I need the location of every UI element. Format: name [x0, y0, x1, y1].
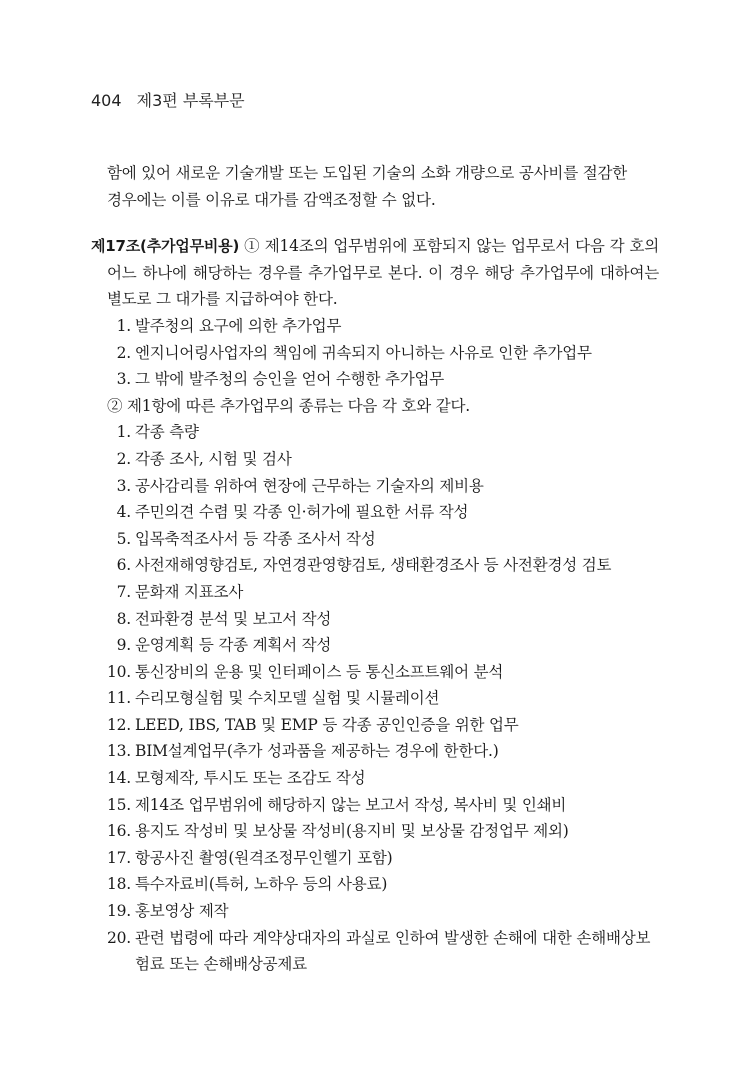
item-number: 20. [106, 928, 131, 947]
list-item [91, 340, 659, 367]
item-text: 통신장비의 운용 및 인터페이스 등 통신소프트웨어 분석 [135, 662, 504, 681]
item-text: 전파환경 분석 및 보고서 작성 [135, 609, 332, 628]
item-number: 4. [116, 503, 131, 522]
list-item [91, 366, 659, 393]
list-item [91, 446, 659, 473]
list-item [91, 632, 659, 659]
list-item [91, 313, 659, 340]
section-title: 제3편 부록부문 [136, 91, 245, 110]
clause-2 [91, 393, 659, 420]
item-number: 10. [106, 662, 131, 681]
item-number: 11. [106, 689, 131, 708]
list-item [91, 845, 659, 872]
list-item [91, 579, 659, 606]
item-number: 13. [106, 742, 131, 761]
item-text: 발주청의 요구에 의한 추가업무 [135, 316, 342, 335]
list-item [91, 738, 659, 765]
item-number: 2. [116, 343, 131, 362]
item-number: 12. [106, 715, 131, 734]
item-number: 7. [116, 582, 131, 601]
item-text: 각종 측량 [135, 423, 199, 442]
item-text: 그 밖에 발주청의 승인을 얻어 수행한 추가업무 [135, 370, 445, 389]
item-text: 제14조 업무범위에 해당하지 않는 보고서 작성, 복사비 및 인쇄비 [135, 795, 567, 814]
item-text: 입목축적조사서 등 각종 조사서 작성 [135, 529, 376, 548]
list-item [91, 606, 659, 633]
item-text: 수리모형실험 및 수치모델 실험 및 시뮬레이션 [135, 689, 440, 708]
item-text: 문화재 지표조사 [135, 582, 244, 601]
item-text: 용지도 작성비 및 보상물 작성비(용지비 및 보상물 감정업무 제외) [135, 822, 569, 841]
item-number: 9. [116, 636, 131, 655]
list-item [91, 473, 659, 500]
clause-1-list [91, 313, 659, 393]
list-item [91, 792, 659, 819]
item-number: 3. [116, 476, 131, 495]
clause-1-text: ① 제14조의 업무범위에 포함되지 않는 업무로서 다음 각 호의 어느 하나에 해당하는 경우를 추가업무로 본다. 이 경우 해당 추가업무에 대하여는 별도로 그 대가를 지급하여야 한다. [107, 237, 659, 309]
item-text: 공사감리를 위하여 현장에 근무하는 기술자의 제비용 [135, 476, 484, 495]
article-title: 제17조(추가업무비용) [91, 237, 240, 256]
list-item [91, 526, 659, 553]
page-header [91, 88, 245, 111]
item-number: 16. [106, 822, 131, 841]
list-item [91, 552, 659, 579]
item-number: 14. [106, 769, 131, 788]
list-item [91, 499, 659, 526]
list-item [91, 818, 659, 845]
item-text: 사전재해영향검토, 자연경관영향검토, 생태환경조사 등 사전환경성 검토 [135, 556, 612, 575]
intro-line-1: 함에 있어 새로운 기술개발 또는 도입된 기술의 소화 개량으로 공사비를 절감한 [107, 164, 628, 182]
item-number: 3. [116, 370, 131, 389]
item-number: 2. [116, 449, 131, 468]
item-text: 엔지니어링사업자의 책임에 귀속되지 아니하는 사유로 인한 추가업무 [135, 343, 592, 362]
item-text: 항공사진 촬영(원격조정무인헬기 포함) [135, 848, 393, 867]
item-number: 6. [116, 556, 131, 575]
list-item [91, 871, 659, 898]
list-item [91, 419, 659, 446]
list-item [91, 659, 659, 686]
page-body [91, 160, 659, 978]
item-number: 18. [106, 875, 131, 894]
article-17-clause-1 [91, 233, 659, 313]
item-number: 8. [116, 609, 131, 628]
item-number: 1. [116, 316, 131, 335]
item-text: 관련 법령에 따라 계약상대자의 과실로 인하여 발생한 손해에 대한 손해배상보험료 또는 손해배상공제료 [135, 928, 651, 974]
item-number: 17. [106, 848, 131, 867]
item-text: 각종 조사, 시험 및 검사 [135, 449, 292, 468]
item-number: 1. [116, 423, 131, 442]
clause-2-text: ② 제1항에 따른 추가업무의 종류는 다음 각 호와 같다. [107, 396, 470, 415]
list-item [91, 765, 659, 792]
intro-paragraph [91, 160, 659, 213]
item-text: 특수자료비(특허, 노하우 등의 사용료) [135, 875, 388, 894]
item-text: BIM설계업무(추가 성과품을 제공하는 경우에 한한다.) [135, 742, 499, 761]
item-text: 운영계획 등 각종 계획서 작성 [135, 636, 332, 655]
list-item [91, 712, 659, 739]
list-item [91, 685, 659, 712]
item-number: 15. [106, 795, 131, 814]
item-text: LEED, IBS, TAB 및 EMP 등 각종 공인인증을 위한 업무 [135, 715, 519, 734]
list-item [91, 925, 659, 978]
item-text: 홍보영상 제작 [135, 902, 229, 921]
item-number: 5. [116, 529, 131, 548]
item-text: 모형제작, 투시도 또는 조감도 작성 [135, 769, 366, 788]
intro-line-2: 경우에는 이를 이유로 대가를 감액조정할 수 없다. [107, 190, 436, 209]
page-number: 404 [91, 91, 122, 110]
list-item [91, 898, 659, 925]
item-text: 주민의견 수렴 및 각종 인·허가에 필요한 서류 작성 [135, 503, 469, 522]
item-number: 19. [106, 902, 131, 921]
clause-2-list [91, 419, 659, 977]
